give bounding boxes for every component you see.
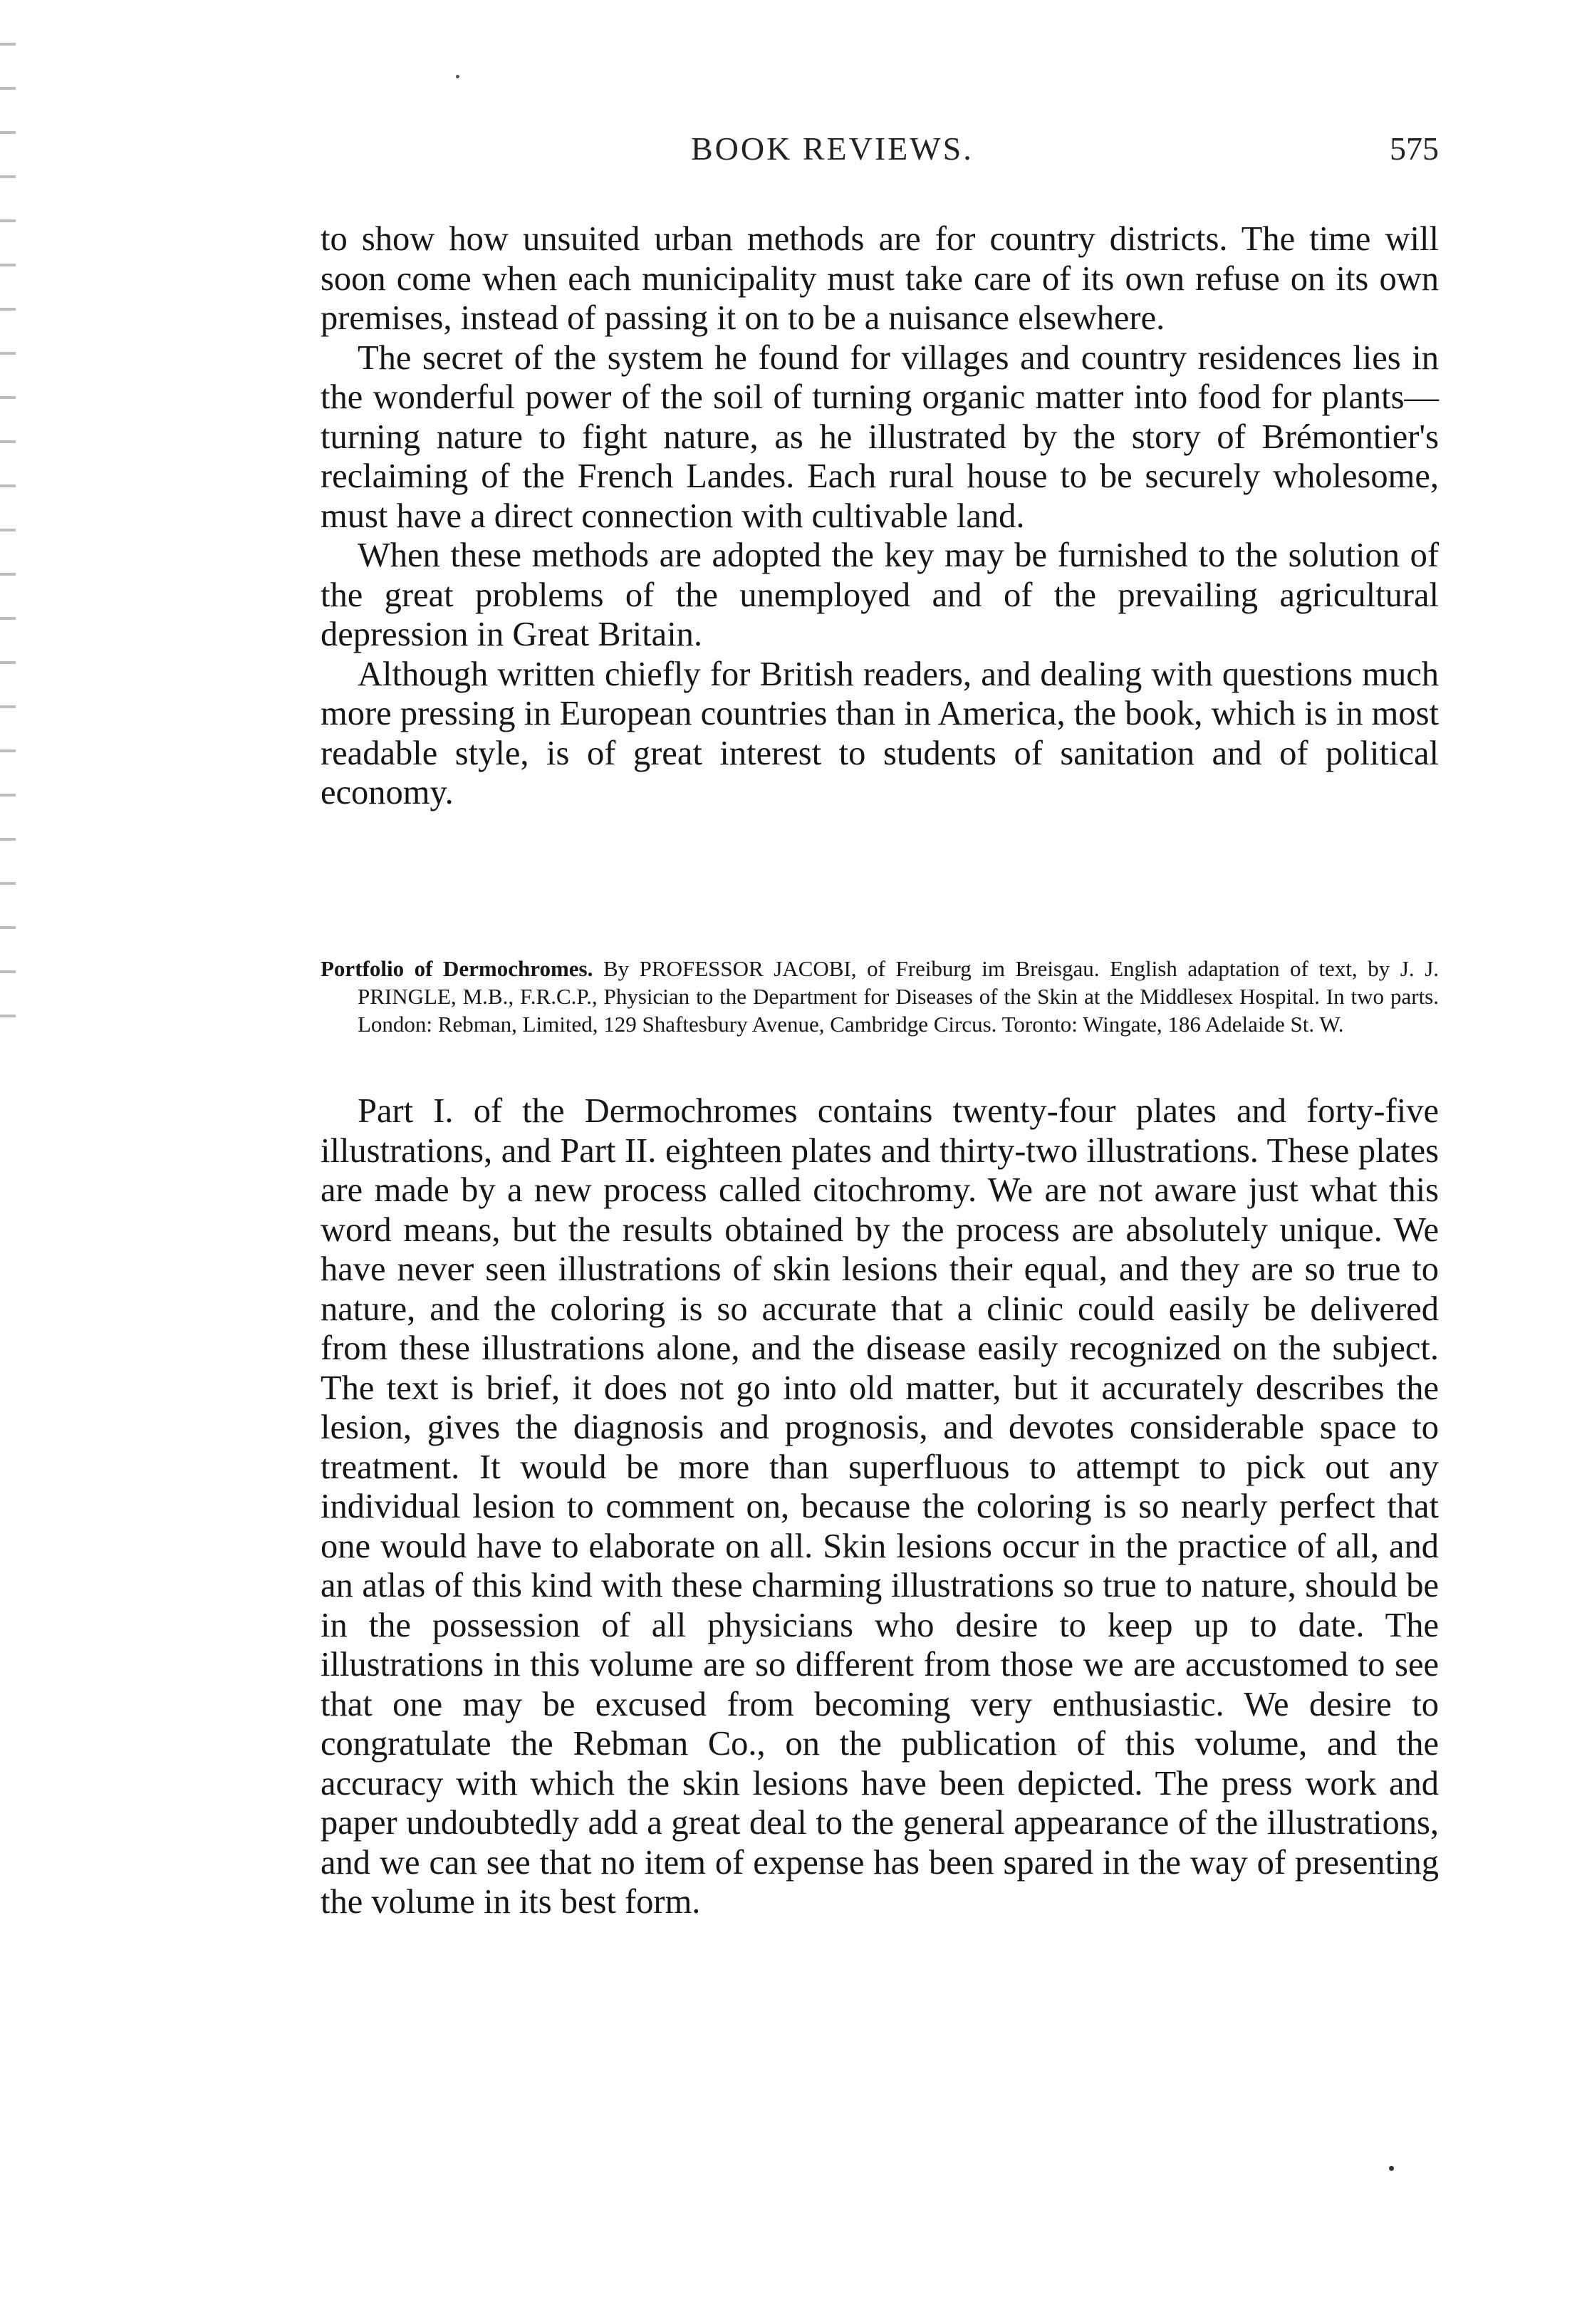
first-review-continuation — [321, 219, 1439, 813]
dermochromes-review — [321, 1091, 1439, 1922]
review-paragraph: to show how unsuited urban methods are for country districts. The time will soon come when each municipality must take care of its own refuse on its own premises, instead of passing it on to be a nuisance elsewhere. — [321, 220, 1439, 337]
citation-title: Portfolio of Dermochromes. — [321, 956, 593, 981]
scan-speck — [1389, 2166, 1394, 2171]
running-header — [321, 130, 1439, 172]
review-paragraph: Although written chiefly for British readers, and dealing with questions much more pressing in European countries than in America, the book, which is in most readable style, is of great interest to students of sanitation and of political economy. — [321, 655, 1439, 811]
running-title: BOOK REVIEWS. — [691, 130, 974, 167]
page-number: 575 — [1390, 130, 1439, 167]
scan-binding-edge — [0, 43, 16, 1040]
citation-entry — [321, 955, 1439, 1038]
review-paragraph: The secret of the system he found for villages and country residences lies in the wonderful power of the soil of turning organic matter into food for plants—turning nature to fight nature, as he illustrated by the story of Brémontier's reclaiming of the French Landes. Each rural house to be securely wholesome, must have a direct connection with cultivable land. — [321, 338, 1439, 535]
citation-details: By PROFESSOR JACOBI, of Freiburg im Breisgau. English adaptation of text, by J. J. PRINGLE, M.B., F.R.C.P., Physician to the Department for Diseases of the Skin at the Middlesex Hospital. In two parts. London: Rebman, Limited, 129 Shaftesbury Avenue, Cambridge Circus. Toronto: Wingate, 186 Adelaide St. W. — [358, 956, 1440, 1037]
review-paragraph: Part I. of the Dermochromes contains twenty-four plates and forty-five illustrations, and Part II. eighteen plates and thirty-two illustrations. These plates are made by a new process called citochromy. We are not aware just what this word means, but the results obtained by the process are absolutely unique. We have never seen illustrations of skin lesions their equal, and they are so true to nature, and the coloring is so accurate that a clinic could easily be delivered from these illustrations alone, and the disease easily recognized on the subject. The text is brief, it does not go into old matter, but it accurately describes the lesion, gives the diagnosis and prognosis, and devotes considerable space to treatment. It would be more than superfluous to attempt to pick out any individual lesion to comment on, because the coloring is so nearly perfect that one would have to elaborate on all. Skin lesions occur in the practice of all, and an atlas of this kind with these charming illustrations so true to nature, should be in the possession of all physicians who desire to keep up to date. The illustrations in this volume are so different from those we are accustomed to see that one may be excused from becoming very enthusiastic. We desire to congratulate the Rebman Co., on the publication of this volume, and the accuracy with which the skin lesions have been depicted. The press work and paper undoubtedly add a great deal to the general appearance of the illustrations, and we can see that no item of expense has been spared in the way of presenting the volume in its best form. — [321, 1092, 1439, 1921]
review-paragraph: When these methods are adopted the key may be furnished to the solution of the great problems of the unemployed and of the prevailing agricultural depression in Great Britain. — [321, 536, 1439, 653]
scan-speck — [456, 75, 459, 78]
book-citation — [321, 955, 1439, 1038]
